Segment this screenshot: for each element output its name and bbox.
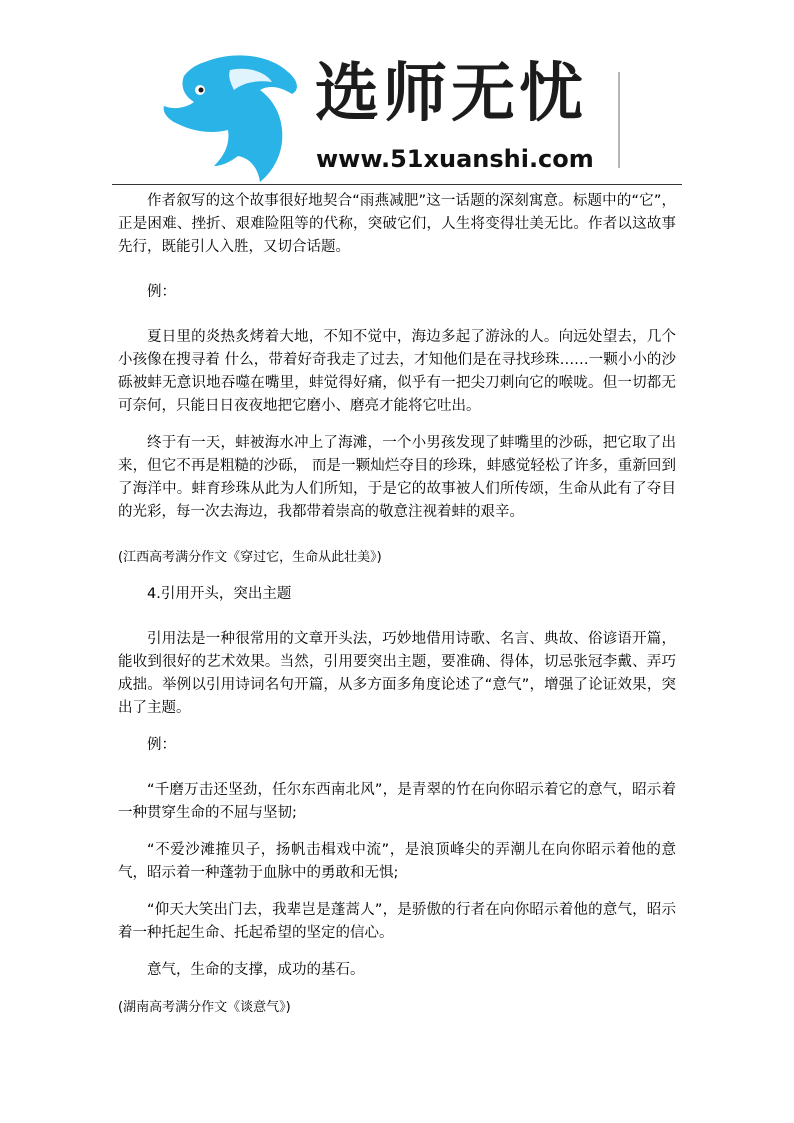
source-citation: (湖南高考满分作文《谈意气》): [118, 1000, 291, 1015]
paragraph: 作者叙写的这个故事很好地契合“雨燕减肥”这一话题的深刻寓意。标题中的“它”，正是困难、挫折、艰难险阻等的代称，突破它们，人生将变得壮美无比。作者以这故事先行，既能引人入胜，又切合话题。: [118, 193, 676, 255]
dolphin-logo-icon: [160, 50, 310, 185]
brand-title: 选师无忧: [315, 57, 587, 131]
header-rule: [112, 184, 682, 185]
example-label: 例：: [147, 737, 176, 753]
header-divider: [618, 72, 620, 168]
source-citation: (江西高考满分作文《穿过它，生命从此壮美》): [118, 550, 382, 565]
example-label: 例：: [147, 284, 176, 300]
paragraph: 夏日里的炎热炙烤着大地，不知不觉中，海边多起了游泳的人。向远处望去，几个小孩像在搜寻着 什么，带着好奇我走了过去，才知他们是在寻找珍珠……一颗小小的沙砾被蚌无意识地吞噬在嘴里，蚌觉得好痛，似乎有一把尖刀刺向它的喉咙。但一切都无可奈何，只能日日夜夜地把它磨小、磨亮才能将它吐出。: [118, 329, 676, 414]
article-body: [118, 190, 676, 1019]
paragraph: 引用法是一种很常用的文章开头法，巧妙地借用诗歌、名言、典故、俗谚语开篇，能收到很好的艺术效果。当然，引用要突出主题，要准确、得体，切忌张冠李戴、弄巧成拙。举例以引用诗词名句开篇，从多方面多角度论述了“意气”，增强了论证效果，突出了主题。: [118, 631, 676, 716]
paragraph: 终于有一天，蚌被海水冲上了海滩，一个小男孩发现了蚌嘴里的沙砾，把它取了出来，但它不再是粗糙的沙砾， 而是一颗灿烂夺目的珍珠，蚌感觉轻松了许多，重新回到了海洋中。蚌育珍珠从此为人们所知，于是它的故事被人们所传颂，生命从此有了夺目的光彩，每一次去海边，我都带着崇高的敬意注视着蚌的艰辛。: [118, 435, 676, 520]
page-header: [0, 0, 794, 190]
brand-url[interactable]: www.51xuanshi.com: [316, 145, 594, 173]
quote-paragraph: “不爱沙滩搉贝子，扬帆击楫戏中流”，是浪顶峰尖的弄潮儿在向你昭示着他的意气，昭示着一种蓬勃于血脉中的勇敢和无惧;: [118, 842, 676, 881]
quote-paragraph: “仰天大笑出门去，我辈岂是蓬蒿人”，是骄傲的行者在向你昭示着他的意气，昭示着一种托起生命、托起希望的坚定的信心。: [118, 902, 676, 941]
quote-paragraph: “千磨万击还坚劲，任尔东西南北风”，是青翠的竹在向你昭示着它的意气，昭示着一种贯穿生命的不屈与坚韧;: [118, 782, 676, 821]
section-heading: 4.引用开头，突出主题: [147, 586, 292, 602]
paragraph: 意气，生命的支撑，成功的基石。: [147, 962, 365, 978]
